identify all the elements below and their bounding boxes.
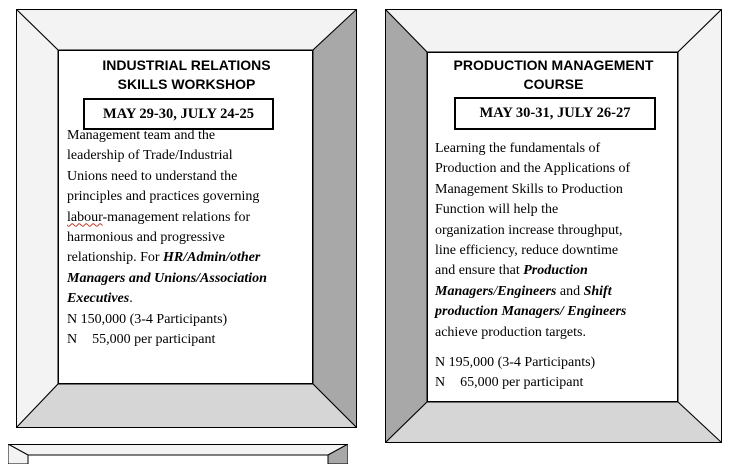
price-value: 65,000 per participant — [460, 375, 584, 391]
text-span: and — [556, 283, 584, 299]
title-line: COURSE — [523, 76, 584, 92]
description-line — [67, 248, 312, 268]
text-span: relationship. For — [67, 250, 164, 266]
description-line: Function will help the — [435, 202, 559, 218]
spellcheck-word: labour — [67, 209, 103, 225]
description-line: achieve production targets. — [435, 324, 586, 340]
title-line: PRODUCTION MANAGEMENT — [453, 57, 654, 73]
course-card-partial — [8, 444, 348, 464]
dates-badge: MAY 29-30, JULY 24-25 — [83, 98, 274, 130]
course-card-industrial-relations — [16, 9, 357, 428]
description-line — [67, 208, 312, 228]
dates-badge: MAY 30-31, JULY 26-27 — [454, 97, 656, 130]
card-panel — [427, 52, 678, 402]
price-line — [67, 330, 312, 350]
emphasis-text: / — [493, 283, 498, 299]
price-line: N 150,000 (3-4 Participants) — [67, 311, 228, 327]
course-description — [67, 126, 312, 350]
emphasis-text: Engineers — [497, 283, 557, 299]
card-panel — [58, 50, 313, 384]
description-line: Management Skills to Production — [435, 181, 623, 197]
emphasis-text: Production — [523, 263, 588, 279]
text-span: -management relations for — [102, 209, 251, 225]
price-line: N 195,000 (3-4 Participants) — [435, 355, 596, 371]
card-title — [59, 56, 314, 94]
emphasis-text: Executives — [67, 291, 130, 307]
currency-symbol: N — [67, 332, 78, 348]
description-line — [435, 261, 679, 281]
bevel-frame — [8, 444, 348, 464]
emphasis-text: Managers — [435, 283, 494, 299]
card-title — [428, 56, 679, 94]
description-line: Unions need to understand the — [67, 168, 238, 184]
course-card-production-management — [385, 9, 722, 443]
course-description — [435, 139, 679, 394]
description-line: principles and practices governing — [67, 189, 260, 205]
description-line — [435, 282, 679, 302]
description-line: production Managers/ Engineers — [435, 304, 627, 320]
description-line: Managers and Unions/Association — [67, 270, 267, 286]
title-line: SKILLS WORKSHOP — [117, 76, 256, 92]
currency-symbol: N — [435, 375, 446, 391]
price-value: 55,000 per participant — [92, 332, 216, 348]
emphasis-text: HR/Admin/other — [163, 250, 261, 266]
emphasis-text: Shift — [583, 283, 612, 299]
description-line: organization increase throughput, — [435, 222, 623, 238]
description-line: Management team and the — [67, 128, 216, 143]
description-line: Production and the Applications of — [435, 161, 631, 177]
description-line: Learning the fundamentals of — [435, 141, 601, 156]
description-line — [67, 289, 312, 309]
price-line — [435, 373, 679, 393]
description-line: harmonious and progressive — [67, 230, 225, 246]
text-span: and ensure that — [435, 263, 524, 279]
description-line: leadership of Trade/Industrial — [67, 148, 233, 164]
text-span: . — [129, 291, 133, 307]
description-line: line efficiency, reduce downtime — [435, 243, 619, 259]
title-line: INDUSTRIAL RELATIONS — [102, 57, 271, 73]
